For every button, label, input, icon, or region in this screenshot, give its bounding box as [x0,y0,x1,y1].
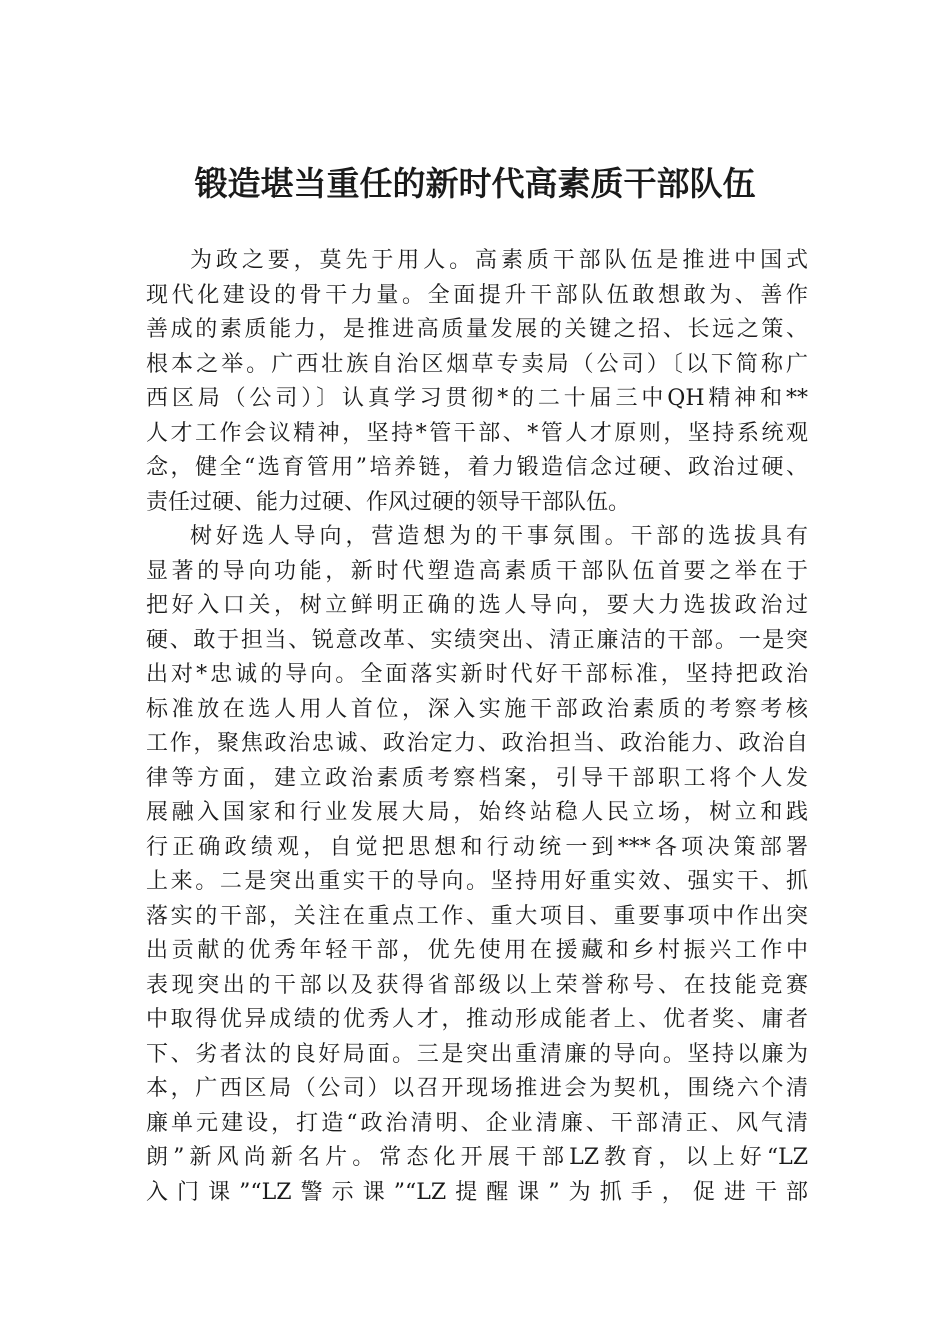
text-line: 出对*忠诚的导向。全面落实新时代好干部标准，坚持把政治 [146,662,808,687]
text-line: 树好选人导向，营造想为的干事氛围。干部的选拔具有 [190,524,808,549]
text-line: 出贡献的优秀年轻干部，优先使用在援藏和乡村振兴工作中 [146,938,808,963]
text-line: 把好入口关，树立鲜明正确的选人导向，要大力选拔政治过 [146,593,808,618]
text-line: 本，广西区局（公司）以召开现场推进会为契机，围绕六个清 [146,1076,808,1101]
text-line: 落实的干部，关注在重点工作、重大项目、重要事项中作出突 [146,903,808,929]
text-line: 责任过硬、能力过硬、作风过硬的领导干部队伍。 [146,489,631,515]
text-line: 行正确政绩观，自觉把思想和行动统一到***各项决策部署 [146,834,808,860]
text-line: 西区局（公司）〕认真学习贯彻*的二十届三中QH精神和** [146,386,808,411]
text-line: 廉单元建设，打造“政治清明、企业清廉、干部清正、风气清 [146,1110,808,1136]
paragraph [146,520,808,1210]
text-line: 显著的导向功能，新时代塑造高素质干部队伍首要之举在于 [146,558,808,584]
document-body [146,244,808,1210]
text-line: 中取得优异成绩的优秀人才，推动形成能者上、优者奖、庸者 [146,1007,808,1032]
text-line: 上来。二是突出重实干的导向。坚持用好重实效、强实干、抓 [146,869,808,894]
document-title: 锻造堪当重任的新时代高素质干部队伍 [194,164,756,203]
text-line: 现代化建设的骨干力量。全面提升干部队伍敢想敢为、善作 [146,282,808,308]
text-line: 律等方面，建立政治素质考察档案，引导干部职工将个人发 [146,765,808,791]
text-line: 硬、敢于担当、锐意改革、实绩突出、清正廉洁的干部。一是突 [146,627,808,653]
text-line: 为政之要，莫先于用人。高素质干部队伍是推进中国式 [190,248,808,273]
text-line: 根本之举。广西壮族自治区烟草专卖局（公司）〔以下简称广 [146,351,808,377]
text-line: 念，健全“选育管用”培养链，着力锻造信念过硬、政治过硬、 [146,455,808,480]
text-line: 朗”新风尚新名片。常态化开展干部LZ教育，以上好“LZ [146,1145,808,1170]
text-line: 展融入国家和行业发展大局，始终站稳人民立场，树立和践 [146,800,808,825]
text-line: 工作，聚焦政治忠诚、政治定力、政治担当、政治能力、政治自 [146,731,808,756]
text-line: 标准放在选人用人首位，深入实施干部政治素质的考察考核 [146,696,808,722]
text-line: 人才工作会议精神，坚持*管干部、*管人才原则，坚持系统观 [146,420,808,446]
text-line: 下、劣者汰的良好局面。三是突出重清廉的导向。坚持以廉为 [146,1041,808,1067]
text-line: 善成的素质能力，是推进高质量发展的关键之招、长远之策、 [146,317,808,342]
text-line: 入门课”“LZ警示课”“LZ提醒课”为抓手，促进干部 [146,1179,808,1205]
text-line: 表现突出的干部以及获得省部级以上荣誉称号、在技能竞赛 [146,972,808,998]
paragraph [146,244,808,520]
